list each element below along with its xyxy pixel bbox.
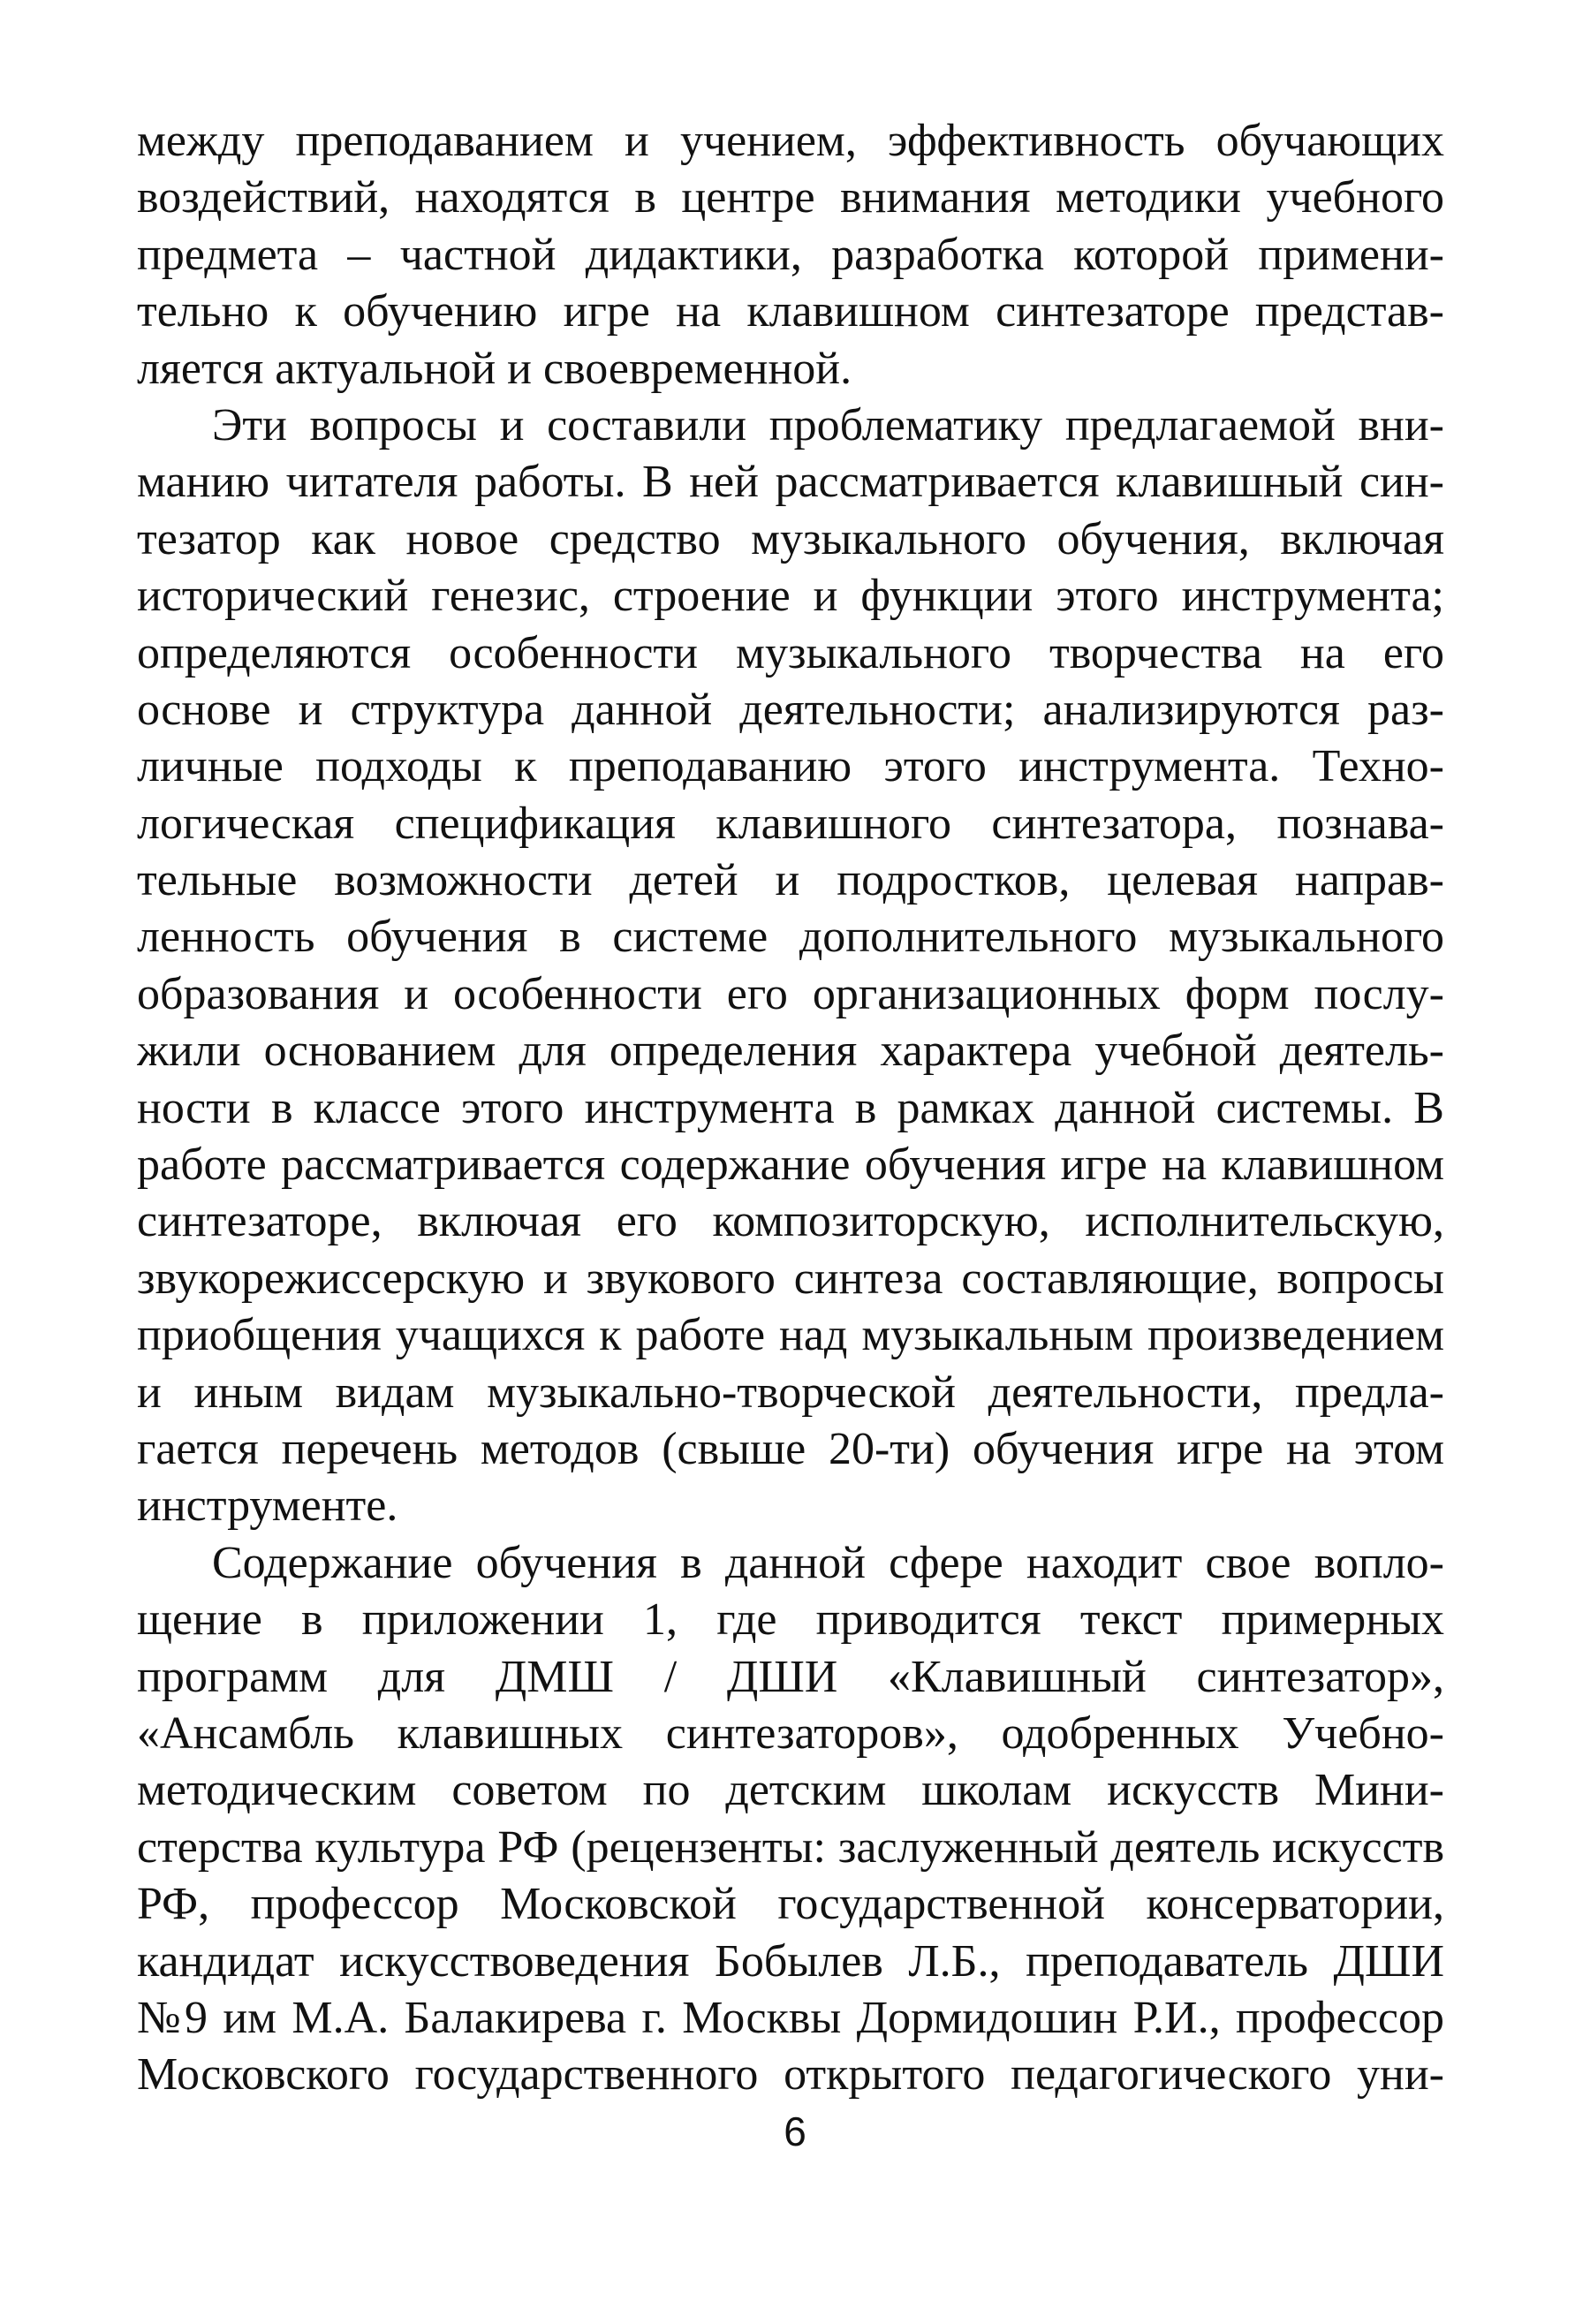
text-line: образования и особенности его организационных форм послу- — [137, 968, 1444, 1019]
text-line: воздействий, находятся в центре внимания методики учебного — [137, 172, 1444, 223]
text-line: основе и структура данной деятельности; анализируются раз- — [137, 684, 1444, 735]
text-line: и иным видам музыкально-творческой деятельности, предла- — [137, 1366, 1444, 1418]
text-line: жили основанием для определения характера учебной деятель- — [137, 1026, 1444, 1077]
text-line: стерства культура РФ (рецензенты: заслуженный деятель искусств — [137, 1821, 1444, 1873]
text-line: методическим советом по детским школам искусств Мини- — [137, 1765, 1444, 1816]
text-line: инструменте. — [137, 1480, 398, 1532]
text-line: Содержание обучения в данной сфере находит свое вопло- — [212, 1537, 1444, 1588]
text-line: тельные возможности детей и подростков, целевая направ- — [137, 855, 1444, 906]
text-line: №9 им М.А. Балакирева г. Москвы Дормидошин Р.И., профессор — [137, 1992, 1444, 2043]
text-line: личные подходы к преподаванию этого инструмента. Техно- — [137, 741, 1444, 792]
text-line: тезатор как новое средство музыкального обучения, включая — [137, 513, 1444, 564]
text-line: исторический генезис, строение и функции этого инструмента; — [137, 571, 1444, 622]
text-line: кандидат искусствоведения Бобылев Л.Б., преподаватель ДШИ — [137, 1935, 1444, 1987]
text-line: ности в классе этого инструмента в рамках данной системы. В — [137, 1082, 1444, 1133]
page-number: 6 — [784, 2108, 806, 2154]
text-line: манию читателя работы. В ней рассматривается клавишный син- — [137, 457, 1444, 508]
text-line: «Ансамбль клавишных синтезаторов», одобренных Учебно- — [137, 1707, 1444, 1759]
text-line: ляется актуальной и своевременной. — [137, 343, 852, 394]
text-line: предмета – частной дидактики, разработка которой примени- — [137, 229, 1444, 280]
text-line: ленность обучения в системе дополнительного музыкального — [137, 912, 1444, 963]
text-line: звукорежиссерскую и звукового синтеза составляющие, вопросы — [137, 1253, 1444, 1304]
text-line: Эти вопросы и составили проблематику предлагаемой вни- — [212, 399, 1444, 450]
text-line: определяются особенности музыкального творчества на его — [137, 627, 1444, 678]
text-line: программ для ДМШ / ДШИ «Клавишный синтезатор», — [137, 1651, 1444, 1702]
text-line: тельно к обучению игре на клавишном синтезаторе представ- — [137, 286, 1444, 337]
text-line: приобщения учащихся к работе над музыкальным произведением — [137, 1310, 1444, 1361]
text-line: работе рассматривается содержание обучения игре на клавишном — [137, 1139, 1444, 1191]
text-line: логическая спецификация клавишного синтезатора, познава- — [137, 798, 1444, 849]
text-line: Московского государственного открытого педагогического уни- — [137, 2049, 1444, 2101]
text-line: между преподаванием и учением, эффективность обучающих — [137, 116, 1444, 166]
text-line: РФ, профессор Московской государственной консерватории, — [137, 1879, 1444, 1930]
text-line: гается перечень методов (свыше 20-ти) обучения игре на этом — [137, 1423, 1444, 1474]
text-line: синтезаторе, включая его композиторскую, исполнительскую, — [137, 1196, 1444, 1247]
text-line: щение в приложении 1, где приводится текст примерных — [137, 1594, 1444, 1646]
body-text — [137, 113, 1444, 2104]
